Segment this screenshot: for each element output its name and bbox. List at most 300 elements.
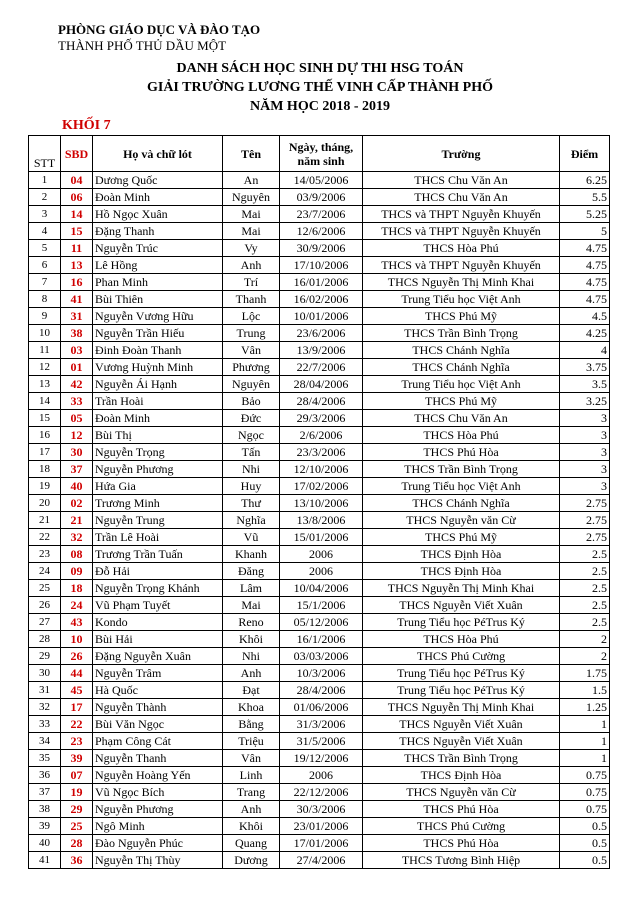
table-row [29,682,610,699]
row-ten: Ngọc [223,427,280,444]
row-sbd: 42 [61,376,93,393]
row-diem: 2 [560,648,610,665]
row-ho-chu-lot: Nguyễn Trần Hiếu [93,325,223,342]
table-row [29,461,610,478]
row-ho-chu-lot: Đinh Đoàn Thanh [93,342,223,359]
grade-label: KHỐI 7 [62,118,111,133]
table-row [29,750,610,767]
row-truong: Trung Tiểu học Việt Anh [363,478,560,495]
row-ngay-sinh: 13/8/2006 [280,512,363,529]
row-truong: Trung Tiểu học PéTrus Ký [363,682,560,699]
row-truong: THCS Hòa Phú [363,427,560,444]
row-ten: Trang [223,784,280,801]
column-header-truong: Trường [363,136,560,172]
row-ho-chu-lot: Hứa Gia [93,478,223,495]
row-stt: 6 [29,257,61,274]
row-ho-chu-lot: Đoàn Minh [93,189,223,206]
table-row [29,767,610,784]
table-row [29,274,610,291]
row-diem: 2.75 [560,529,610,546]
row-truong: THCS Nguyễn văn Cừ [363,512,560,529]
row-sbd: 37 [61,461,93,478]
row-ngay-sinh: 17/01/2006 [280,835,363,852]
document-subtitle: GIẢI TRƯỜNG LƯƠNG THẾ VINH CẤP THÀNH PHỐ [146,80,494,95]
row-ten: Anh [223,257,280,274]
row-sbd: 06 [61,189,93,206]
row-ho-chu-lot: Nguyễn Trọng [93,444,223,461]
row-stt: 33 [29,716,61,733]
row-diem: 1 [560,733,610,750]
row-sbd: 05 [61,410,93,427]
row-stt: 38 [29,801,61,818]
row-ho-chu-lot: Đỗ Hải [93,563,223,580]
row-truong: THCS Phú Mỹ [363,393,560,410]
table-row [29,257,610,274]
row-sbd: 23 [61,733,93,750]
row-stt: 26 [29,597,61,614]
student-table [28,135,610,869]
row-sbd: 01 [61,359,93,376]
row-ten: Trí [223,274,280,291]
row-ten: Đăng [223,563,280,580]
row-stt: 36 [29,767,61,784]
row-ngay-sinh: 17/02/2006 [280,478,363,495]
row-ho-chu-lot: Đặng Thanh [93,223,223,240]
row-ten: Reno [223,614,280,631]
table-row [29,699,610,716]
row-diem: 2.5 [560,546,610,563]
row-sbd: 07 [61,767,93,784]
row-sbd: 43 [61,614,93,631]
row-diem: 3.5 [560,376,610,393]
row-ten: Huy [223,478,280,495]
row-ho-chu-lot: Lê Hồng [93,257,223,274]
row-stt: 12 [29,359,61,376]
row-ten: Khôi [223,631,280,648]
row-ten: Vy [223,240,280,257]
row-sbd: 30 [61,444,93,461]
row-ho-chu-lot: Nguyễn Thanh [93,750,223,767]
table-row [29,818,610,835]
row-ho-chu-lot: Hồ Ngọc Xuân [93,206,223,223]
row-sbd: 10 [61,631,93,648]
row-ho-chu-lot: Vũ Ngọc Bích [93,784,223,801]
row-diem: 5.25 [560,206,610,223]
row-truong: THCS Phú Hòa [363,444,560,461]
row-truong: THCS Chu Văn An [363,172,560,189]
row-ten: Nhi [223,648,280,665]
table-row [29,240,610,257]
row-ho-chu-lot: Nguyễn Trọng Khánh [93,580,223,597]
row-ngay-sinh: 13/9/2006 [280,342,363,359]
row-ngay-sinh: 27/4/2006 [280,852,363,869]
school-year: NĂM HỌC 2018 - 2019 [250,99,390,114]
row-ho-chu-lot: Nguyễn Vương Hữu [93,308,223,325]
row-truong: THCS và THPT Nguyễn Khuyến [363,206,560,223]
table-row [29,342,610,359]
row-ngay-sinh: 30/9/2006 [280,240,363,257]
row-diem: 1 [560,750,610,767]
row-truong: THCS Định Hòa [363,767,560,784]
row-ho-chu-lot: Nguyễn Phương [93,461,223,478]
table-row [29,478,610,495]
row-stt: 2 [29,189,61,206]
row-ho-chu-lot: Bùi Văn Ngọc [93,716,223,733]
table-row [29,410,610,427]
row-diem: 1.5 [560,682,610,699]
row-truong: THCS Phú Mỹ [363,308,560,325]
row-sbd: 39 [61,750,93,767]
row-truong: THCS Phú Cường [363,818,560,835]
row-ngay-sinh: 05/12/2006 [280,614,363,631]
row-stt: 23 [29,546,61,563]
row-diem: 3 [560,478,610,495]
row-truong: THCS Tương Bình Hiệp [363,852,560,869]
row-sbd: 18 [61,580,93,597]
row-truong: THCS Nguyễn Thị Minh Khai [363,699,560,716]
row-ho-chu-lot: Trương Minh [93,495,223,512]
row-ho-chu-lot: Nguyễn Hoàng Yến [93,767,223,784]
table-row [29,495,610,512]
row-ten: Bảo [223,393,280,410]
row-ngay-sinh: 2006 [280,546,363,563]
city-name: THÀNH PHỐ THỦ DẦU MỘT [58,38,227,53]
row-ten: Lâm [223,580,280,597]
row-ho-chu-lot: Trương Trần Tuấn [93,546,223,563]
table-row [29,308,610,325]
row-ho-chu-lot: Bùi Hải [93,631,223,648]
row-ho-chu-lot: Nguyễn Trúc [93,240,223,257]
row-ten: Khoa [223,699,280,716]
table-row [29,325,610,342]
row-diem: 1 [560,716,610,733]
row-sbd: 40 [61,478,93,495]
row-diem: 4 [560,342,610,359]
row-stt: 25 [29,580,61,597]
row-truong: THCS Chánh Nghĩa [363,359,560,376]
row-stt: 41 [29,852,61,869]
row-ngay-sinh: 23/3/2006 [280,444,363,461]
column-header-ngay-sinh: Ngày, tháng, năm sinh [280,136,363,172]
row-diem: 0.75 [560,767,610,784]
row-sbd: 32 [61,529,93,546]
row-ten: Trung [223,325,280,342]
row-ten: Mai [223,206,280,223]
row-ho-chu-lot: Bùi Thiên [93,291,223,308]
row-truong: THCS Chu Văn An [363,410,560,427]
row-truong: THCS Phú Hòa [363,835,560,852]
row-sbd: 03 [61,342,93,359]
row-truong: THCS và THPT Nguyễn Khuyến [363,223,560,240]
table-row [29,172,610,189]
row-diem: 0.5 [560,835,610,852]
row-ho-chu-lot: Trần Lê Hoài [93,529,223,546]
row-ngay-sinh: 29/3/2006 [280,410,363,427]
table-row [29,376,610,393]
row-ho-chu-lot: Nguyễn Ái Hạnh [93,376,223,393]
row-ngay-sinh: 13/10/2006 [280,495,363,512]
row-diem: 2.5 [560,597,610,614]
row-stt: 22 [29,529,61,546]
row-ngay-sinh: 23/6/2006 [280,325,363,342]
row-ten: Nguyên [223,376,280,393]
column-header-sbd: SBD [61,136,93,172]
row-truong: THCS Hòa Phú [363,240,560,257]
row-ngay-sinh: 16/01/2006 [280,274,363,291]
row-sbd: 17 [61,699,93,716]
column-header-diem: Điểm [560,136,610,172]
row-ngay-sinh: 2006 [280,767,363,784]
row-ho-chu-lot: Nguyễn Thị Thùy [93,852,223,869]
row-ho-chu-lot: Phạm Công Cát [93,733,223,750]
row-stt: 21 [29,512,61,529]
department-name: PHÒNG GIÁO DỤC VÀ ĐÀO TẠO [58,22,261,37]
row-ngay-sinh: 01/06/2006 [280,699,363,716]
row-truong: Trung Tiểu học Việt Anh [363,291,560,308]
row-ngay-sinh: 03/03/2006 [280,648,363,665]
row-ngay-sinh: 2/6/2006 [280,427,363,444]
row-ngay-sinh: 16/1/2006 [280,631,363,648]
row-diem: 0.75 [560,784,610,801]
row-ho-chu-lot: Hà Quốc [93,682,223,699]
row-stt: 31 [29,682,61,699]
row-stt: 11 [29,342,61,359]
row-ten: Đức [223,410,280,427]
row-stt: 14 [29,393,61,410]
row-stt: 18 [29,461,61,478]
column-header-stt: STT [29,136,61,172]
row-ten: Quang [223,835,280,852]
row-sbd: 29 [61,801,93,818]
row-ngay-sinh: 23/01/2006 [280,818,363,835]
table-row [29,733,610,750]
row-ngay-sinh: 30/3/2006 [280,801,363,818]
row-ten: Vũ [223,529,280,546]
table-row [29,852,610,869]
row-ngay-sinh: 28/04/2006 [280,376,363,393]
row-ngay-sinh: 2006 [280,563,363,580]
row-sbd: 14 [61,206,93,223]
row-ho-chu-lot: Đặng Nguyễn Xuân [93,648,223,665]
row-stt: 16 [29,427,61,444]
row-stt: 35 [29,750,61,767]
row-truong: THCS Chánh Nghĩa [363,495,560,512]
row-diem: 4.25 [560,325,610,342]
table-row [29,563,610,580]
row-sbd: 22 [61,716,93,733]
row-sbd: 25 [61,818,93,835]
row-sbd: 31 [61,308,93,325]
row-ho-chu-lot: Đoàn Minh [93,410,223,427]
row-sbd: 36 [61,852,93,869]
document-title: DANH SÁCH HỌC SINH DỰ THI HSG TOÁN [176,61,464,76]
row-diem: 4.75 [560,240,610,257]
row-stt: 19 [29,478,61,495]
row-stt: 17 [29,444,61,461]
table-row [29,359,610,376]
table-row [29,546,610,563]
row-ngay-sinh: 17/10/2006 [280,257,363,274]
row-ten: Tấn [223,444,280,461]
column-header-ho-chu-lot: Họ và chữ lót [93,136,223,172]
row-diem: 2.75 [560,512,610,529]
row-truong: THCS Phú Hòa [363,801,560,818]
row-truong: THCS Nguyễn Viết Xuân [363,597,560,614]
row-ngay-sinh: 12/10/2006 [280,461,363,478]
row-diem: 2.75 [560,495,610,512]
row-diem: 3.75 [560,359,610,376]
row-ngay-sinh: 31/3/2006 [280,716,363,733]
table-row [29,648,610,665]
row-diem: 4.75 [560,291,610,308]
row-ho-chu-lot: Vũ Phạm Tuyết [93,597,223,614]
row-sbd: 41 [61,291,93,308]
row-sbd: 09 [61,563,93,580]
row-ho-chu-lot: Đào Nguyễn Phúc [93,835,223,852]
row-diem: 5.5 [560,189,610,206]
table-row [29,393,610,410]
row-sbd: 13 [61,257,93,274]
table-row [29,665,610,682]
row-ngay-sinh: 28/4/2006 [280,393,363,410]
row-truong: Trung Tiểu học PéTrus Ký [363,614,560,631]
row-sbd: 04 [61,172,93,189]
row-ngay-sinh: 12/6/2006 [280,223,363,240]
row-sbd: 19 [61,784,93,801]
row-diem: 0.75 [560,801,610,818]
row-stt: 13 [29,376,61,393]
row-ho-chu-lot: Phan Minh [93,274,223,291]
row-ngay-sinh: 15/1/2006 [280,597,363,614]
row-sbd: 21 [61,512,93,529]
row-truong: THCS Nguyễn Viết Xuân [363,716,560,733]
row-diem: 4.5 [560,308,610,325]
row-diem: 5 [560,223,610,240]
row-ten: Bằng [223,716,280,733]
column-header-ten: Tên [223,136,280,172]
table-row [29,784,610,801]
row-stt: 5 [29,240,61,257]
row-diem: 6.25 [560,172,610,189]
row-ngay-sinh: 14/05/2006 [280,172,363,189]
row-ten: Khôi [223,818,280,835]
row-truong: THCS Phú Mỹ [363,529,560,546]
row-truong: THCS Trần Bình Trọng [363,461,560,478]
row-ho-chu-lot: Trần Hoài [93,393,223,410]
row-sbd: 28 [61,835,93,852]
table-row [29,614,610,631]
table-row [29,444,610,461]
row-ho-chu-lot: Nguyễn Trung [93,512,223,529]
row-stt: 32 [29,699,61,716]
table-row [29,529,610,546]
row-stt: 1 [29,172,61,189]
row-diem: 2 [560,631,610,648]
row-sbd: 26 [61,648,93,665]
row-ten: Linh [223,767,280,784]
row-stt: 24 [29,563,61,580]
row-diem: 2.5 [560,563,610,580]
row-ten: Anh [223,665,280,682]
row-diem: 3 [560,444,610,461]
table-row [29,189,610,206]
table-header-row [29,136,610,172]
row-diem: 1.25 [560,699,610,716]
row-ho-chu-lot: Dương Quốc [93,172,223,189]
table-body [29,172,610,869]
row-ngay-sinh: 19/12/2006 [280,750,363,767]
row-stt: 39 [29,818,61,835]
row-truong: THCS Nguyễn Thị Minh Khai [363,274,560,291]
row-diem: 3 [560,410,610,427]
row-truong: THCS Trần Bình Trọng [363,325,560,342]
row-diem: 4.75 [560,257,610,274]
row-ho-chu-lot: Bùi Thị [93,427,223,444]
row-truong: THCS Nguyễn văn Cừ [363,784,560,801]
row-sbd: 24 [61,597,93,614]
row-truong: Trung Tiểu học Việt Anh [363,376,560,393]
row-ten: Thư [223,495,280,512]
table-row [29,223,610,240]
table-row [29,835,610,852]
row-ten: Triệu [223,733,280,750]
row-stt: 30 [29,665,61,682]
row-ten: Mai [223,223,280,240]
row-ngay-sinh: 31/5/2006 [280,733,363,750]
row-truong: Trung Tiểu học PéTrus Ký [363,665,560,682]
row-truong: THCS Chánh Nghĩa [363,342,560,359]
row-sbd: 02 [61,495,93,512]
row-stt: 8 [29,291,61,308]
row-ho-chu-lot: Nguyễn Trâm [93,665,223,682]
row-diem: 3.25 [560,393,610,410]
row-ngay-sinh: 23/7/2006 [280,206,363,223]
row-ten: Nghĩa [223,512,280,529]
table-row [29,801,610,818]
row-stt: 7 [29,274,61,291]
row-ngay-sinh: 03/9/2006 [280,189,363,206]
row-ten: Nguyên [223,189,280,206]
row-sbd: 15 [61,223,93,240]
row-ngay-sinh: 10/04/2006 [280,580,363,597]
table-row [29,597,610,614]
row-ten: Vân [223,342,280,359]
row-ten: Mai [223,597,280,614]
row-sbd: 33 [61,393,93,410]
row-diem: 3 [560,427,610,444]
row-ten: Lộc [223,308,280,325]
row-stt: 28 [29,631,61,648]
row-truong: THCS Định Hòa [363,546,560,563]
row-ngay-sinh: 22/7/2006 [280,359,363,376]
row-ten: Anh [223,801,280,818]
row-ngay-sinh: 10/3/2006 [280,665,363,682]
row-sbd: 44 [61,665,93,682]
row-ten: Đạt [223,682,280,699]
table-row [29,291,610,308]
row-ten: An [223,172,280,189]
table-row [29,716,610,733]
row-ho-chu-lot: Ngô Minh [93,818,223,835]
row-ho-chu-lot: Nguyễn Phương [93,801,223,818]
table-row [29,206,610,223]
row-diem: 4.75 [560,274,610,291]
row-ho-chu-lot: Kondo [93,614,223,631]
table-row [29,631,610,648]
row-truong: THCS Nguyễn Viết Xuân [363,733,560,750]
row-stt: 37 [29,784,61,801]
row-stt: 40 [29,835,61,852]
